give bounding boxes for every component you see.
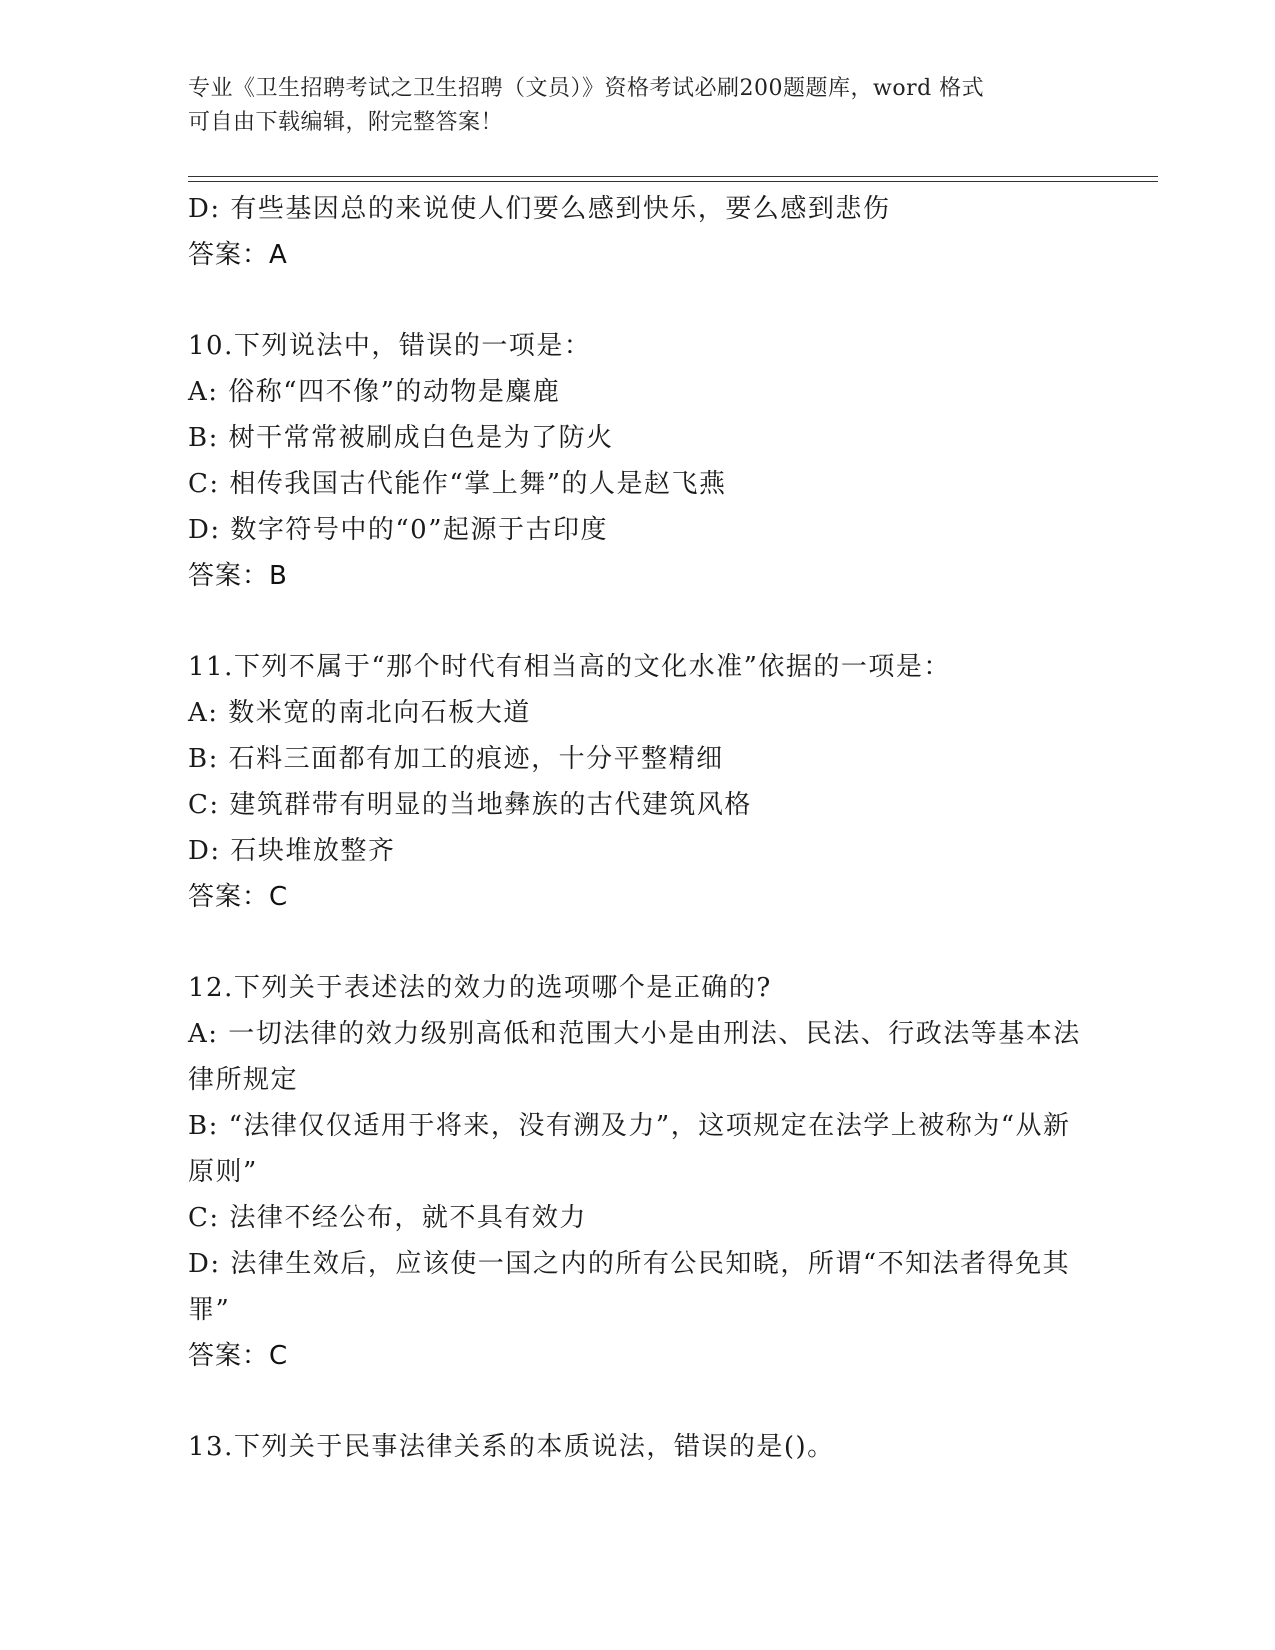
option-d: D: 数字符号中的“0”起源于古印度 [188, 515, 608, 545]
question-block-9 [188, 186, 1088, 278]
question-stem: 13.下列关于民事法律关系的本质说法，错误的是()。 [188, 1432, 835, 1462]
header-line-1: 专业《卫生招聘考试之卫生招聘（文员）》资格考试必刷200题题库，word 格式 [188, 76, 985, 101]
option-b: B: 石料三面都有加工的痕迹，十分平整精细 [188, 744, 724, 774]
question-block-13 [188, 1424, 1088, 1470]
option-d: D: 石块堆放整齐 [188, 836, 396, 866]
document-header [188, 72, 1088, 140]
question-stem: 12.下列关于表述法的效力的选项哪个是正确的? [188, 973, 772, 1003]
option-d: D: 法律生效后，应该使一国之内的所有公民知晓，所谓“不知法者得免其罪” [188, 1249, 1071, 1325]
header-rule-top [188, 176, 1158, 177]
header-line-2: 可自由下载编辑，附完整答案！ [188, 110, 504, 135]
option-d: D: 有些基因总的来说使人们要么感到快乐，要么感到悲伤 [188, 194, 891, 224]
option-c: C: 法律不经公布，就不具有效力 [188, 1203, 587, 1233]
question-stem: 10.下列说法中，错误的一项是： [188, 331, 592, 361]
question-stem: 11.下列不属于“那个时代有相当高的文化水准”依据的一项是： [188, 652, 951, 682]
option-c: C: 相传我国古代能作“掌上舞”的人是赵飞燕 [188, 469, 727, 499]
answer-line: 答案：C [188, 882, 289, 912]
header-rule-bottom [188, 181, 1158, 182]
answer-line: 答案：A [188, 240, 288, 270]
answer-line: 答案：B [188, 561, 288, 591]
option-a: A: 数米宽的南北向石板大道 [188, 698, 531, 728]
option-b: B: 树干常常被刷成白色是为了防火 [188, 423, 614, 453]
option-a: A: 一切法律的效力级别高低和范围大小是由刑法、民法、行政法等基本法律所规定 [188, 1019, 1081, 1095]
question-block-12 [188, 965, 1088, 1379]
document-body [188, 186, 1088, 1470]
option-c: C: 建筑群带有明显的当地彝族的古代建筑风格 [188, 790, 752, 820]
option-b: B: “法律仅仅适用于将来，没有溯及力”，这项规定在法学上被称为“从新原则” [188, 1111, 1071, 1187]
question-block-11 [188, 644, 1088, 920]
answer-line: 答案：C [188, 1341, 289, 1371]
question-block-10 [188, 323, 1088, 599]
option-a: A: 俗称“四不像”的动物是麋鹿 [188, 377, 561, 407]
